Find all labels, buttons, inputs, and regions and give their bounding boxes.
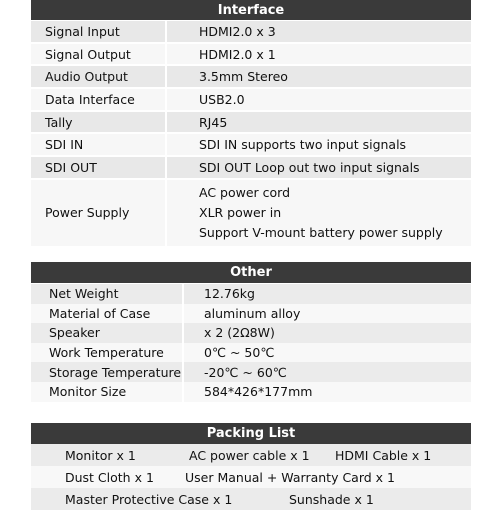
row-value: aluminum alloy: [182, 304, 471, 324]
row-label: SDI IN: [45, 137, 84, 153]
row-label: Material of Case: [49, 305, 151, 321]
row-value: x 2 (2Ω8W): [182, 323, 471, 343]
packing-item: Dust Cloth x 1: [65, 469, 154, 485]
table-row: [31, 323, 471, 343]
row-label: SDI OUT: [45, 159, 97, 175]
table-row: [31, 382, 471, 402]
row-label: Data Interface: [45, 91, 135, 107]
power-line: AC power cord: [199, 184, 291, 200]
power-supply-values: [165, 180, 471, 246]
interface-table: [31, 21, 471, 248]
row-label: Tally: [45, 114, 73, 130]
packing-item: Monitor x 1: [65, 447, 136, 463]
packing-item: HDMI Cable x 1: [335, 447, 432, 463]
row-label: Power Supply: [45, 205, 130, 221]
row-value: 0℃ ~ 50℃: [182, 343, 471, 363]
packing-item: AC power cable x 1: [189, 447, 310, 463]
row-value: 12.76kg: [182, 284, 471, 304]
row-label: Work Temperature: [49, 345, 164, 361]
row-value: SDI OUT Loop out two input signals: [165, 157, 471, 178]
packing-item: Master Protective Case x 1: [65, 491, 233, 507]
row-value: HDMI2.0 x 3: [165, 21, 471, 42]
table-row: [31, 284, 471, 304]
packing-list-header: Packing List: [31, 423, 471, 444]
table-row: [31, 343, 471, 363]
table-row: [31, 362, 471, 382]
power-line: XLR power in: [199, 204, 282, 220]
row-value: SDI IN supports two input signals: [165, 134, 471, 155]
other-header: Other: [31, 262, 471, 283]
table-row: [31, 112, 471, 135]
row-label: Audio Output: [45, 69, 128, 85]
row-value: USB2.0: [165, 89, 471, 110]
table-row: [31, 488, 471, 510]
table-row: [31, 134, 471, 157]
row-label: Speaker: [49, 325, 100, 341]
table-row: [31, 66, 471, 89]
row-value: RJ45: [165, 112, 471, 133]
table-row: [31, 444, 471, 466]
packing-item: Sunshade x 1: [289, 491, 374, 507]
row-value: HDMI2.0 x 1: [165, 44, 471, 65]
row-label: Storage Temperature: [49, 364, 182, 380]
row-value: 584*426*177mm: [182, 382, 471, 402]
row-value: -20℃ ~ 60℃: [182, 362, 471, 382]
row-value: 3.5mm Stereo: [165, 66, 471, 87]
table-row: [31, 44, 471, 67]
row-label: Signal Input: [45, 23, 120, 39]
table-row: [31, 89, 471, 112]
row-label: Monitor Size: [49, 384, 127, 400]
row-label: Net Weight: [49, 286, 119, 302]
power-supply-row: [31, 180, 471, 248]
packing-item: User Manual + Warranty Card x 1: [185, 469, 395, 485]
power-line: Support V-mount battery power supply: [199, 224, 443, 240]
table-row: [31, 21, 471, 44]
other-table: [31, 284, 471, 402]
table-row: [31, 466, 471, 488]
interface-header: Interface: [31, 0, 471, 20]
table-row: [31, 304, 471, 324]
packing-list-table: [31, 444, 471, 510]
row-label: Signal Output: [45, 46, 131, 62]
table-row: [31, 157, 471, 180]
